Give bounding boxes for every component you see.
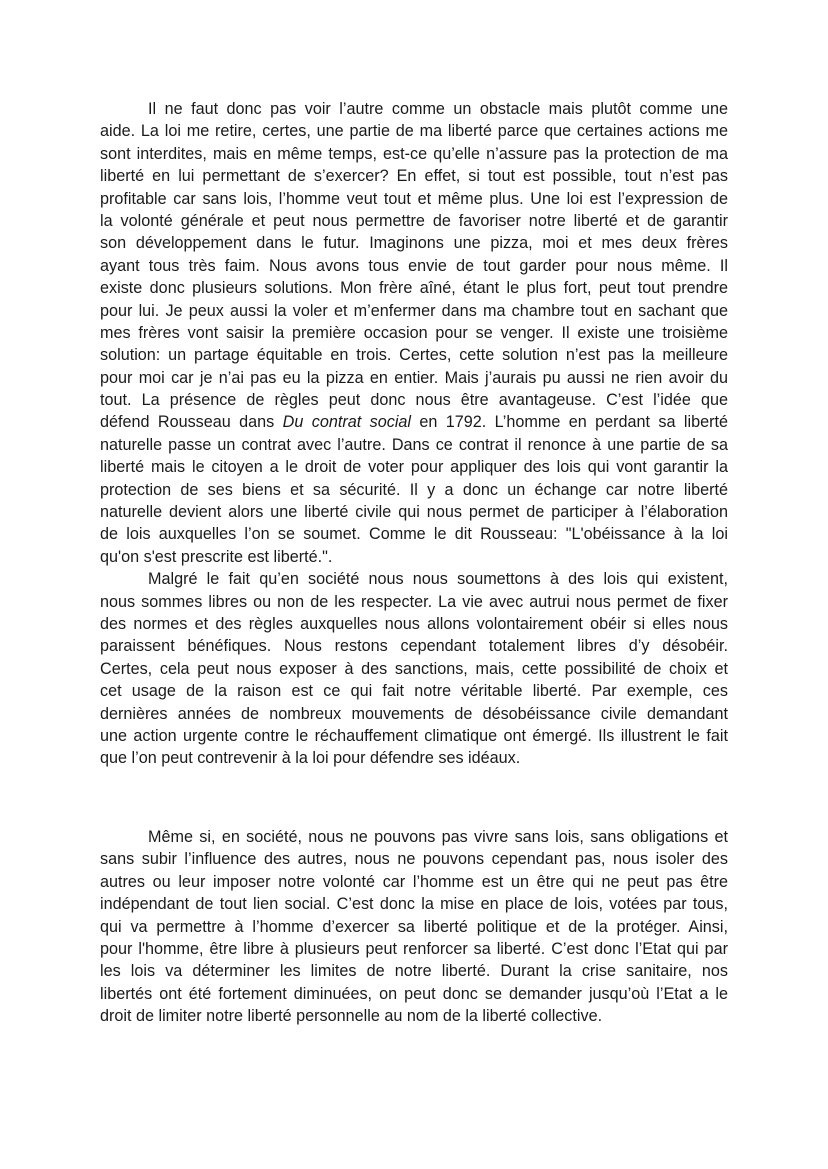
text-line: autres ou leur imposer notre volonté car l’homme est un être qui ne peut pas être [100, 872, 728, 891]
text-line: Malgré le fait qu’en société nous nous soumettons à des lois qui existent, [148, 570, 728, 589]
paragraph-block-1 [100, 98, 728, 770]
text-line: sans subir l’influence des autres, nous ne pouvons cependant pas, nous isoler des [100, 850, 728, 869]
text-line: tout. La présence de règles peut donc nous être avantageuse. C’est l’idée que [100, 391, 728, 410]
text-segment: en 1792. L’homme en perdant sa liberté [411, 413, 728, 432]
text-line: indépendant de tout lien social. C’est donc la mise en place de lois, votées par tous, [100, 895, 728, 914]
text-line: une action urgente contre le réchauffement climatique ont émergé. Ils illustrent le fait [100, 726, 728, 745]
text-line: qu'on s'est prescrite est liberté.". [100, 547, 333, 566]
text-line: naturelle passe un contrat avec l’autre. Dans ce contrat il renonce à une partie de sa [100, 435, 728, 454]
text-line: profitable car sans lois, l’homme veut tout et même plus. Une loi est l’expression de [100, 189, 728, 208]
text-line: solution: un partage équitable en trois. Certes, cette solution n’est pas la meilleure [100, 346, 728, 365]
text-segment: défend Rousseau dans [100, 413, 283, 432]
paragraph-block-2 [100, 826, 728, 1028]
text-line: protection de ses biens et sa sécurité. Il y a donc un échange car notre liberté [100, 480, 728, 499]
text-line: liberté mais le citoyen a le droit de voter pour appliquer des lois qui vont garantir la [100, 458, 728, 477]
text-line: des normes et des règles auxquelles nous allons volontairement obéir si elles nous [100, 614, 728, 633]
book-title: Du contrat social [282, 413, 412, 432]
text-line: que l’on peut contrevenir à la loi pour défendre ses idéaux. [100, 749, 521, 768]
text-line: pour l'homme, être libre à plusieurs peut renforcer sa liberté. C’est donc l’Etat qui par [100, 939, 728, 958]
text-line: qui va permettre à l’homme d’exercer sa liberté politique et de la protéger. Ainsi, [100, 917, 728, 936]
text-line: libertés ont été fortement diminuées, on peut donc se demander jusqu’où l’Etat a le [100, 984, 728, 1003]
text-line: les lois va déterminer les limites de notre liberté. Durant la crise sanitaire, nos [100, 962, 728, 981]
text-line: sont interdites, mais en même temps, est-ce qu’elle n’assure pas la protection de ma [100, 144, 728, 163]
text-line: pour lui. Je peux aussi la voler et m’enfermer dans ma chambre tout en sachant que [100, 301, 728, 320]
text-line: ayant tous très faim. Nous avons tous envie de tout garder pour nous même. Il [100, 256, 728, 275]
text-line-with-title [100, 411, 728, 433]
text-line: Même si, en société, nous ne pouvons pas vivre sans lois, sans obligations et [148, 828, 728, 846]
text-line: dernières années de nombreux mouvements de désobéissance civile demandant [100, 704, 728, 723]
text-line: paraissent bénéfiques. Nous restons cependant totalement libres d’y désobéir. [100, 637, 728, 656]
text-line: liberté en lui permettant de s’exercer? En effet, si tout est possible, tout n’est pas [100, 167, 728, 186]
text-line: la volonté générale et peut nous permettre de favoriser notre liberté et de garantir [100, 211, 728, 230]
text-line: existe donc plusieurs solutions. Mon frère aîné, étant le plus fort, peut tout prendre [100, 279, 728, 298]
text-line: aide. La loi me retire, certes, une partie de ma liberté parce que certaines actions me [100, 122, 728, 141]
text-line: son développement dans le futur. Imaginons une pizza, moi et mes deux frères [100, 234, 728, 253]
text-line: pour moi car je n’ai pas eu la pizza en entier. Mais j’aurais pu aussi ne rien avoir du [100, 368, 728, 387]
text-line: de lois auxquelles l’on se soumet. Comme le dit Rousseau: "L'obéissance à la loi [100, 525, 728, 544]
text-line: naturelle devient alors une liberté civile qui nous permet de participer à l’élaboration [100, 503, 728, 522]
text-line: Certes, cela peut nous exposer à des sanctions, mais, cette possibilité de choix et [100, 659, 728, 678]
text-line: droit de limiter notre liberté personnelle au nom de la liberté collective. [100, 1007, 603, 1026]
text-line: mes frères vont saisir la première occasion pour se venger. Il existe une troisième [100, 323, 728, 342]
text-line: nous sommes libres ou non de les respecter. La vie avec autrui nous permet de fixer [100, 592, 728, 611]
text-line: Il ne faut donc pas voir l’autre comme un obstacle mais plutôt comme une [148, 100, 728, 118]
text-line: cet usage de la raison est ce qui fait notre véritable liberté. Par exemple, ces [100, 682, 728, 701]
